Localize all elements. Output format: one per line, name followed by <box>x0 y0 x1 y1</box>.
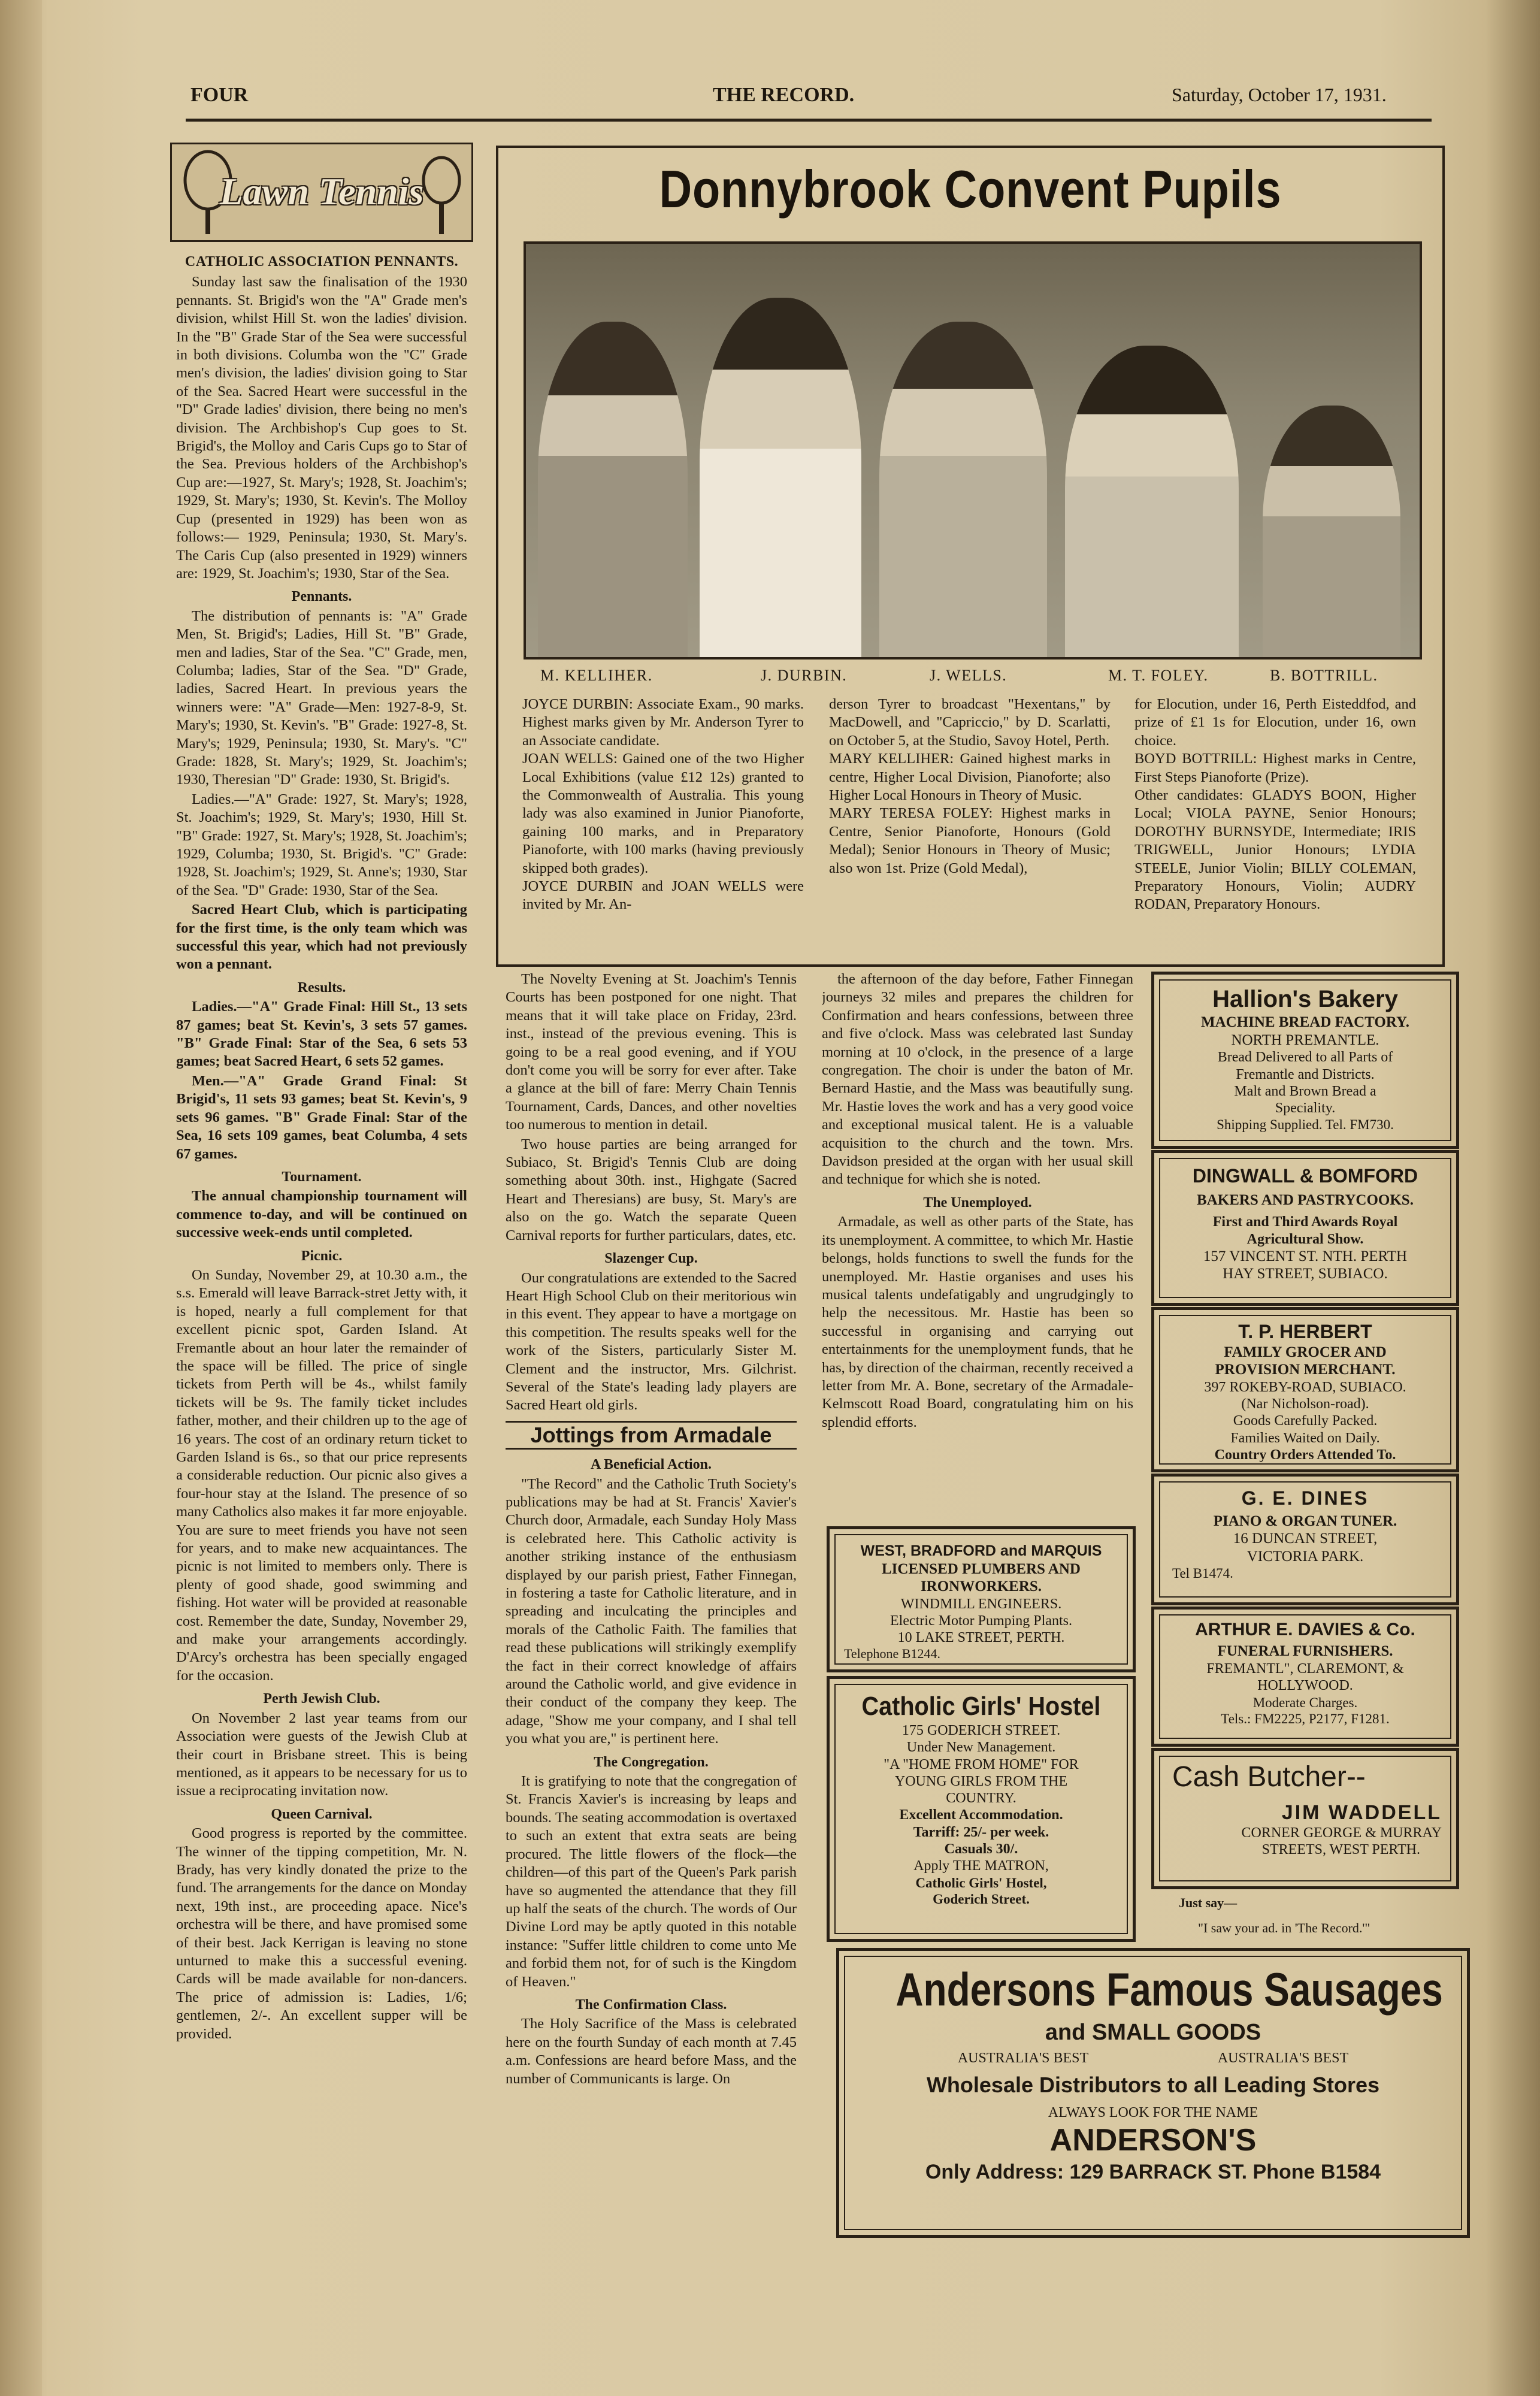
ad-line: JIM WADDELL <box>1281 1801 1442 1824</box>
subheading: Pennants. <box>291 589 352 605</box>
ad-line: HAY STREET, SUBIACO. <box>1223 1266 1388 1282</box>
ad-line: IRONWORKERS. <box>920 1578 1042 1595</box>
article-paragraph: Two house parties are being arranged for Subiaco, St. Brigid's Tennis Club are doing something about 30th. inst., Highgate (Sacred Heart and Theresians) are busy, St. Mary's are also on the go. Watch the separate Queen Carnival reports for further particulars, dates, etc. <box>506 1136 797 1244</box>
article-paragraph: Ladies.—"A" Grade: 1927, St. Mary's; 1928, St. Joachim's; 1929, St. Mary's; 1930, Hill St. "B" Grade: 1927, St. Mary's; 1928, St. Joachim's; 1929, Columba; 1930, St. Brigid's. "C" Grade: 1928, St. Joachim's; 1929, St. Anne's; 1930, Star of the Sea. "D" Grade: 1930, Star of the Sea. <box>176 791 467 898</box>
caption: B. BOTTRILL. <box>1270 667 1378 684</box>
article-paragraph: The annual championship tournament will commence to-day, and will be continued on successive week-ends until completed. <box>176 1188 467 1241</box>
ad-line: Wholesale Distributors to all Leading Stores <box>926 2073 1380 2098</box>
ad-taglines <box>839 2050 1467 2067</box>
ad-title: Hallion's Bakery <box>1212 986 1398 1012</box>
ad-line: LICENSED PLUMBERS AND <box>881 1560 1081 1577</box>
ad-line: Catholic Girls' Hostel, <box>915 1875 1047 1890</box>
ad-title: Cash Butcher-- <box>1172 1761 1366 1793</box>
article-paragraph: It is gratifying to note that the congregation of St. Francis Xavier's is increasing by leaps and bounds. The seating accommodation is overtaxed to such an extent that extra seats are being procured. The little flowers of the flock—the children—of this part of the Queen's Park parish have so augmented the attendance that they fill up half the seats of the church. The words of Our Divine Lord may be aptly quoted in this notable instance: "Suffer little children to come unto Me and forbid them not, for of such is the Kingdom of Heaven." <box>506 1773 797 1990</box>
subheading: A Beneficial Action. <box>591 1457 712 1473</box>
ad-line: Moderate Charges. <box>1252 1695 1358 1710</box>
subheading: The Unemployed. <box>923 1194 1032 1211</box>
davies-funeral-ad <box>1151 1607 1459 1747</box>
issue-date: Saturday, October 17, 1931. <box>1172 84 1387 105</box>
ad-line: "A "HOME FROM HOME" FOR <box>884 1756 1079 1772</box>
article-paragraph: Sunday last saw the finalisation of the 1930 pennants. St. Brigid's won the "A" Grade men's division, whilst Hill St. won the ladies' division. In the "B" Grade Star of the Sea were successful in both divisions. Columba won the "C" Grade men's division, the ladies' division going to Star of the Sea. Sacred Heart were successful in the "D" Grade ladies' division, there being no men's division. The Archbishop's Cup goes to St. Brigid's, the Molloy and Caris Cups go to Star of the Sea. Previous holders of the Archbishop's Cup are:—1927, St. Mary's; 1928, St. Joachim's; 1929, St. Mary's; 1930, St. Kevin's. The Molloy Cup (presented in 1929) has been won as follows:— 1929, Peninsula; 1930, St. Mary's. The Caris Cup (also presented in 1929) winners are: 1929, St. Joachim's; 1930, Star of the Sea. <box>176 274 467 582</box>
ad-line: 397 ROKEBY-ROAD, SUBIACO. <box>1204 1379 1406 1395</box>
ad-title: WEST, BRADFORD and MARQUIS <box>860 1542 1102 1559</box>
ad-line: WINDMILL ENGINEERS. <box>900 1596 1062 1612</box>
donnybrook-feature <box>496 146 1445 967</box>
article-paragraph: Armadale, as well as other parts of the State, has its unemployment. A committee, to which Mr. Hastie belongs, holds functions to swell the funds for the unemployed. Mr. Hastie organises and uses his musical talents undefatigably and ungrudgingly to help the necessitous. Mr. Hastie has been so successful in organising and carrying out entertainments for the unemployment funds, that he has, by direction of the chairman, recently received a letter from Mr. A. Bone, secretary of the Armadale-Kelmscott Road Board, congratulating him on his splendid efforts. <box>822 1214 1133 1430</box>
caption: M. T. FOLEY. <box>1108 667 1209 684</box>
ad-line: CORNER GEORGE & MURRAY <box>1241 1825 1442 1841</box>
ad-line: Under New Management. <box>906 1739 1056 1756</box>
middle-column <box>506 970 797 2378</box>
article-paragraph: Men.—"A" Grade Grand Final: St Brigid's, 11 sets 93 games; beat St. Kevin's, 9 sets 96 games. "B" Grade Final: Star of the Sea, 16 sets 109 games, beat Columba, 4 sets 67 games. <box>176 1072 467 1162</box>
dines-piano-tuner-ad <box>1151 1474 1459 1605</box>
ad-line: Country Orders Attended To. <box>1214 1447 1396 1463</box>
ad-line: PROVISION MERCHANT. <box>1215 1362 1396 1378</box>
just-say-quote: "I saw your ad. in 'The Record.'" <box>1198 1920 1370 1935</box>
article-paragraph: Ladies.—"A" Grade Final: Hill St., 13 sets 87 games; beat St. Kevin's, 3 sets 57 games. "B" Grade Final: Star of the Sea, 6 sets 53 games; beat Sacred Heart, 6 sets 52 games. <box>176 999 467 1070</box>
ad-line: Shipping Supplied. Tel. FM730. <box>1217 1117 1394 1133</box>
ad-line: FREMANTL", CLAREMONT, & <box>1206 1660 1404 1677</box>
ad-line: FAMILY GROCER AND <box>1224 1344 1387 1360</box>
ad-line: Families Waited on Daily. <box>1230 1430 1380 1446</box>
subheading: Slazenger Cup. <box>604 1251 698 1267</box>
ad-line: ALWAYS LOOK FOR THE NAME <box>1048 2104 1258 2120</box>
caption: J. DURBIN. <box>761 667 848 684</box>
ad-line: Only Address: 129 BARRACK ST. Phone B1584 <box>925 2161 1381 2184</box>
article-paragraph: The Holy Sacrifice of the Mass is celebrated here on the fourth Sunday of each month at 7.45 a.m. Confessions are heard before Mass, and the number of Communicants is large. On <box>506 2016 797 2087</box>
ad-title: Catholic Girls' Hostel <box>861 1692 1101 1721</box>
article-paragraph: the afternoon of the day before, Father Finnegan journeys 32 miles and prepares the children for Confirmation and hears confessions, between three and five o'clock. Mass was celebrated last Sunday morning at 10 o'clock, in the presence of a large congregation. The choir is under the baton of Mr. Bernard Hastie, and the Mass was beautifully sung. Mr. Hastie loves the work and has a very good voice and exceptional musical talent. He is a valuable acquisition to the church and the town. Mrs. Davidson presided at the organ with her usual skill and technique for which she is noted. <box>822 971 1133 1188</box>
ad-title: ARTHUR E. DAVIES & Co. <box>1195 1620 1415 1639</box>
ad-line: ANDERSON'S <box>1049 2122 1257 2158</box>
ad-line: Goods Carefully Packed. <box>1233 1413 1378 1429</box>
article-paragraph: The Novelty Evening at St. Joachim's Tennis Courts has been postponed for one night. That means that it will take place on Friday, 23rd. inst., instead of the previous evening. This is going to be a real good evening, and if YOU don't come you will be sorry for ever after. Take a glance at the bill of fare: Merry Chain Tennis Tournament, Cards, Dances, and other novelties too numerous to mention in detail. <box>506 971 797 1133</box>
dingwall-bomford-ad <box>1151 1150 1459 1306</box>
subheading: The Confirmation Class. <box>575 1996 727 2013</box>
ad-title: DINGWALL & BOMFORD <box>1192 1165 1418 1187</box>
person-figure <box>1263 406 1400 657</box>
ad-line: Telephone B1244. <box>844 1646 940 1662</box>
ad-line: 175 GODERICH STREET. <box>901 1722 1061 1738</box>
article-paragraph: Our congratulations are extended to the Sacred Heart High School Club on their meritorious win in this event. They appear to have a mortgage on this competition. The results speaks well for the work of the Sisters, particularly Sister M. Clement and the instructor, Mrs. Gilchrist. Several of the State's leading lady players are Sacred Heart old girls. <box>506 1269 797 1414</box>
ad-line: (Nar Nicholson-road). <box>1241 1396 1369 1412</box>
article-paragraph: On November 2 last year teams from our Association were guests of the Jewish Club at their court in Brisbane street. This is being mentioned, as it appears to be necessary for us to issue a reciprocating invitation now. <box>176 1710 467 1799</box>
ad-line: Casuals 30/. <box>944 1841 1018 1857</box>
ad-title: T. P. HERBERT <box>1238 1321 1372 1342</box>
person-figure <box>700 298 861 657</box>
ad-line: AUSTRALIA'S BEST <box>957 2050 1089 2066</box>
ad-line: HOLLYWOOD. <box>1257 1678 1353 1694</box>
ad-line: Apply THE MATRON, <box>913 1858 1049 1874</box>
lawn-tennis-column <box>176 249 467 2370</box>
west-bradford-marquis-ad <box>827 1526 1136 1672</box>
armadale-title: Jottings from Armadale <box>506 1421 797 1450</box>
person-figure <box>1065 346 1239 657</box>
ad-line: 10 LAKE STREET, PERTH. <box>897 1630 1065 1646</box>
subheading: Results. <box>297 979 346 996</box>
ad-line: NORTH PREMANTLE. <box>1231 1031 1379 1048</box>
ad-line: YOUNG GIRLS FROM THE <box>894 1773 1068 1789</box>
article-paragraph: On Sunday, November 29, at 10.30 a.m., the s.s. Emerald will leave Barrack-stret Jetty with, it is hoped, nearly a full complement for that excellent picnic spot, Garden Island. At Fremantle about an hour later the remainder of the space will be filled. The price of single tickets from Perth will be 4s., whilst family tickets will be 9s. The family ticket includes father, mother, and their children up to the age of 16 years. The cost of an ordinary return ticket to Garden Island is 6s., so that our price represents a considerable reduction. Our picnic also gives a four-hour stay at the Island. The presence of so many Catholics also makes it far more enjoyable. You are sure to meet friends you have not seen for years, and to make new acquaintances. The picnic is not limited to members only. There is plenty of good shade, good swimming and fishing. Hot water will be provided at reasonable cost. Remember the date, Sunday, November 29, and make your arrangements accordingly. D'Arcy's orchestra has been specially engaged for the occasion. <box>176 1266 467 1684</box>
subheading: Tournament. <box>282 1169 362 1185</box>
andersons-sausages-ad <box>836 1948 1470 2238</box>
ad-line: Electric Motor Pumping Plants. <box>890 1613 1072 1629</box>
ad-line: and SMALL GOODS <box>1045 2020 1261 2046</box>
subheading: Perth Jewish Club. <box>263 1691 380 1707</box>
ad-line: STREETS, WEST PERTH. <box>1261 1842 1420 1858</box>
ad-line: 157 VINCENT ST. NTH. PERTH <box>1203 1248 1408 1264</box>
lawn-tennis-logo-text: Lawn Tennis <box>219 170 424 213</box>
article-paragraph: "The Record" and the Catholic Truth Society's publications may be had at St. Francis' Xavier's Church door, Armadale, each Sunday Holy Mass is celebrated here. This Catholic activity is another striking instance of the enthusiasm displayed by our parish priest, Father Finnegan, in fostering a taste for Catholic literature, and in spreading and inculcating the principles and morals of the Catholic Faith. The families that read these publications will strikingly exemplify the fact in their correct knowledge of affairs around the Catholic world, and give evidence in their conduct of the company they keep. The adage, "Show me your company, and I shal tell you what you are," is pertinent here. <box>506 1475 797 1747</box>
ad-line: VICTORIA PARK. <box>1246 1548 1364 1565</box>
feature-text-column: derson Tyrer to broadcast "Hexentans," by MacDowell, and "Capriccio," by D. Scarlatti, on October 5, at the Studio, Savoy Hotel, Perth. MARY KELLIHER: Gained highest marks in centre, Higher Local Division, Pianoforte; also Higher Local Honours in Theory of Music. MARY TERESA FOLEY: Highest marks in Centre, Senior Pianoforte, Honours (Gold Medal); Senior Honours in Theory of Music; also won 1st. Prize (Gold Medal), <box>829 696 1111 876</box>
catholic-girls-hostel-ad <box>827 1676 1136 1942</box>
ad-line: Fremantle and Districts. <box>1236 1066 1375 1082</box>
ad-line: MACHINE BREAD FACTORY. <box>1201 1014 1409 1031</box>
page-number: FOUR <box>190 84 249 106</box>
just-say-label: Just say— <box>1179 1895 1238 1910</box>
subheading: The Congregation. <box>594 1754 709 1770</box>
ad-line: AUSTRALIA'S BEST <box>1217 2050 1349 2066</box>
cash-butcher-ad <box>1151 1748 1459 1889</box>
article-paragraph: The distribution of pennants is: "A" Grade Men, St. Brigid's; Ladies, Hill St. "B" Grade, men and ladies, Star of the Sea. "C" Grade, men, Columba; ladies, Star of the Sea. "D" Grade, ladies, Sacred Heart. In previous years the winners were: "A" Grade—Men: 1927-8-9, St. Mary's; 1930, St. Kevin's. "B" Grade: 1927-8, St. Mary's; 1929, Peninsula; 1930, St. Mary's. "C" Grade: 1828, St. Mary's; 1929, St. Joachim's; 1930, Theresian "D" Grade: 1930, St. Brigid's. <box>176 607 467 788</box>
ad-line: Speciality. <box>1275 1100 1336 1117</box>
ad-line: FUNERAL FURNISHERS. <box>1217 1643 1393 1660</box>
caption: M. KELLIHER. <box>540 667 653 684</box>
armadale-continued-column <box>822 970 1133 1533</box>
herbert-grocer-ad <box>1151 1307 1459 1472</box>
article-paragraph: Good progress is reported by the committee. The winner of the tipping competition, Mr. N. Brady, has very kindly donated the prize to the fund. The arrangements for the dance on Monday next, 19th inst., are proceeding apace. Nice's orchestra will be there, and have promised some of their best. Jack Kerrigan is leaving no stone unturned to make this a successful evening. Cards will be made available for non-dancers. The price of admission is: Ladies, 1/6; gentlemen, 2/-. An excellent supper will be provided. <box>176 1825 467 2042</box>
lawn-tennis-logo <box>170 143 473 242</box>
ad-line: Malt and Brown Bread a <box>1234 1083 1376 1099</box>
person-figure <box>879 322 1047 657</box>
subheading: Queen Carnival. <box>271 1806 373 1822</box>
ad-line: Excellent Accommodation. <box>899 1807 1063 1823</box>
section-heading: CATHOLIC ASSOCIATION PENNANTS. <box>184 254 459 270</box>
subheading: Picnic. <box>301 1248 343 1264</box>
ad-line: 16 DUNCAN STREET, <box>1233 1530 1378 1547</box>
hallions-bakery-ad <box>1151 972 1459 1149</box>
ad-line: PIANO & ORGAN TUNER. <box>1213 1512 1397 1529</box>
feature-text-column: JOYCE DURBIN: Associate Exam., 90 marks. Highest marks given by Mr. Anderson Tyrer to an Associate candidate. JOAN WELLS: Gained one of the two Higher Local Exhibitions (value £12 12s) granted to the Commonwealth of Australia. This young lady was also examined in Junior Pianoforte, gaining 100 marks, and in Preparatory Pianoforte, with 100 marks (having previously skipped both grades). JOYCE DURBIN and JOAN WELLS were invited by Mr. An- <box>522 696 804 913</box>
ad-line: Goderich Street. <box>933 1891 1030 1907</box>
ad-line: BAKERS AND PASTRYCOOKS. <box>1197 1191 1414 1208</box>
header-rule <box>186 119 1432 122</box>
article-paragraph: Sacred Heart Club, which is participating for the first time, is the only team which was successful this year, which had not previously won a pennant. <box>176 901 467 973</box>
ad-line: Tels.: FM2225, P2177, F1281. <box>1221 1711 1390 1726</box>
person-figure <box>538 322 688 657</box>
ad-line: Tarriff: 25/- per week. <box>913 1824 1049 1840</box>
binding-spine <box>0 0 42 2396</box>
masthead-title: THE RECORD. <box>713 84 855 106</box>
ad-line: Bread Delivered to all Parts of <box>1217 1049 1393 1066</box>
ad-line: First and Third Awards Royal <box>1212 1214 1398 1230</box>
caption: J. WELLS. <box>930 667 1007 684</box>
feature-title: Donnybrook Convent Pupils <box>659 159 1282 219</box>
ad-line: Agricultural Show. <box>1246 1231 1364 1247</box>
ad-line: COUNTRY. <box>946 1790 1016 1807</box>
ad-title: G. E. DINES <box>1241 1487 1369 1509</box>
group-photograph <box>524 241 1422 659</box>
ad-line: Tel B1474. <box>1172 1566 1233 1581</box>
ad-title: Andersons Famous Sausages <box>895 1963 1443 2016</box>
feature-text-column: for Elocution, under 16, Perth Eisteddfod, and prize of £1 1s for Elocution, under 16, own choice. BOYD BOTTRILL: Highest marks in Centre, First Steps Pianoforte (Prize). Other candidates: GLADYS BOON, Higher Local; VIOLA PAYNE, Senior Honours; DOROTHY BURNSYDE, Intermediate; IRIS TRIGWELL, Junior Honours; LYDIA STEELE, Junior Violin; BILLY COLEMAN, Preparatory Honours, Violin; AUDRY RODAN, Preparatory Honours. <box>1134 696 1416 913</box>
photo-captions <box>528 667 1415 687</box>
